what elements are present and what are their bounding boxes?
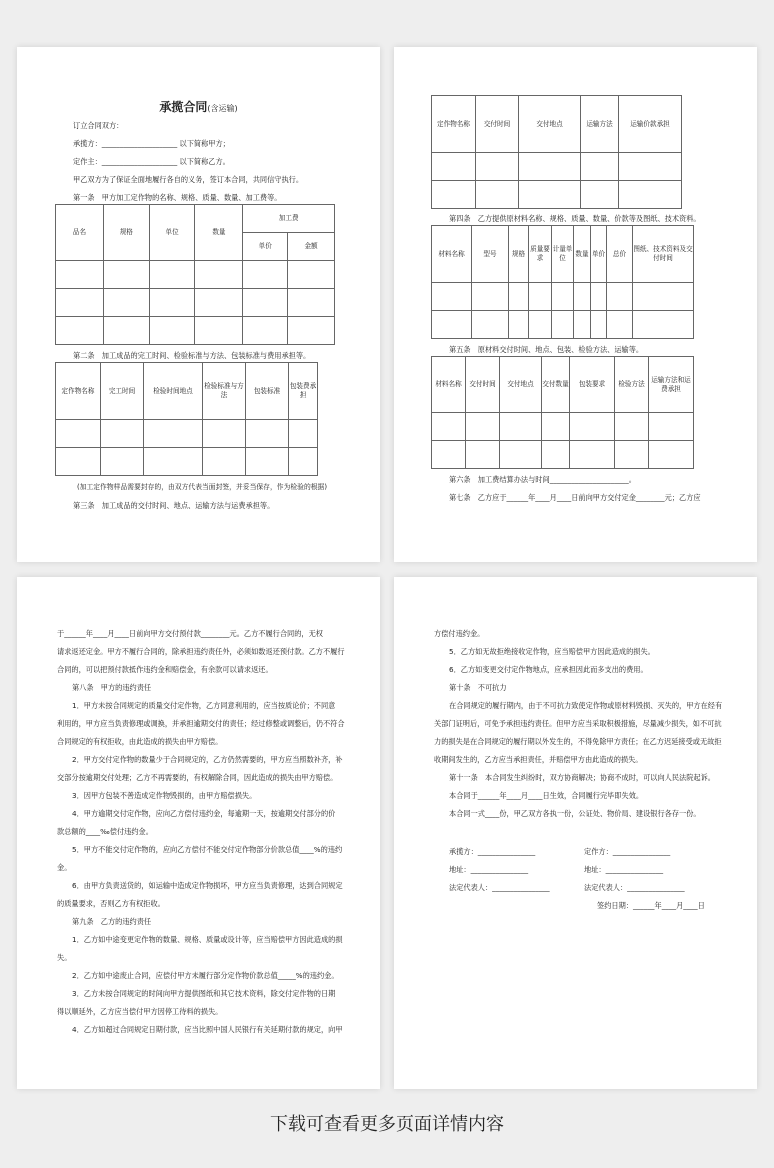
table-header: 交付地点 — [500, 357, 542, 413]
table-header: 定作物名称 — [432, 96, 476, 153]
table-header: 包装标准 — [246, 363, 289, 420]
table-header: 定作物名称 — [56, 363, 101, 420]
table-header: 规格 — [103, 205, 149, 261]
table-header: 材料名称 — [432, 357, 466, 413]
text-line: 失。 — [57, 953, 72, 962]
completion-inspection-table — [55, 362, 318, 476]
material-delivery-table — [431, 356, 694, 469]
text-line: 在合同规定的履行期内，由于不可抗力致使定作物或原材料毁损、灭失的，甲方在经有 — [449, 701, 723, 710]
table-header: 计量单位 — [552, 226, 574, 283]
contract-page-1 — [17, 47, 380, 562]
raw-material-table — [431, 225, 694, 339]
text-line: 本合同于______年____月____日生效，合同履行完毕即失效。 — [449, 791, 644, 800]
text-line: 3．因甲方包装不善造成定作物毁损的，由甲方赔偿损失。 — [72, 791, 257, 800]
text-line: 请求返还定金。甲方不履行合同的，除承担违约责任外，必须如数返还预付款。乙方不履行 — [57, 647, 345, 656]
text-line: 本合同一式____份，甲乙双方各执一份，公证处、物价局、建设银行各存一份。 — [449, 809, 701, 818]
text-line: 2．乙方如中途废止合同，应偿付甲方未履行部分定作物价款总值_____%的违约金。 — [72, 971, 339, 980]
table-header: 单位 — [149, 205, 195, 261]
clause-2: 第二条 加工成品的完工时间、检验标准与方法、包装标准与费用承担等。 — [73, 351, 311, 360]
text-line: 关部门证明后，可免予承担违约责任。但甲方应当采取积极措施，尽量减少损失，如不可抗 — [434, 719, 722, 728]
table-header: 检验方法 — [615, 357, 649, 413]
table-header: 交付地点 — [519, 96, 581, 153]
text-line: 交部分按逾期交付处理；乙方不再需要的，有权解除合同，因此造成的损失由甲方赔偿。 — [57, 773, 338, 782]
note-text: (加工定作物样品需要封存的，由双方代表当面封签，并妥当保存，作为检验的根据) — [77, 483, 327, 491]
text-line: 6．乙方如变更交付定作物地点，应承担因此而多支出的费用。 — [449, 665, 648, 674]
clause-1: 第一条 甲方加工定作物的名称、规格、质量、数量、加工费等。 — [73, 193, 282, 202]
text-line: 承揽方：_____________________ 以下简称甲方； — [73, 139, 230, 148]
table-header: 数量 — [574, 226, 591, 283]
section-heading: 第九条 乙方的违约责任 — [72, 917, 152, 926]
clause-5: 第五条 原材料交付时间、地点、包装、检验方法、运输等。 — [449, 345, 644, 354]
clause-3: 第三条 加工成品的交付时间、地点、运输方法与运费承担等。 — [73, 501, 275, 510]
text-line: 1．甲方未按合同规定的质量交付定作物，乙方同意利用的，应当按质论价；不同意 — [72, 701, 336, 710]
clause-6: 第六条 加工费结算办法与时间______________________。 — [449, 475, 636, 484]
table-header: 运输价款承担 — [619, 96, 682, 153]
text-line: 利用的，甲方应当负责修理或调换，并承担逾期交付的责任；经过修整或调整后，仍不符合 — [57, 719, 345, 728]
text-line: 第十一条 本合同发生纠纷时，双方协商解决；协商不成时，可以向人民法院起诉。 — [449, 773, 715, 782]
text-line: 订立合同双方： — [73, 121, 124, 130]
text-line: 5．乙方如无故拒绝接收定作物，应当赔偿甲方因此造成的损失。 — [449, 647, 655, 656]
text-line: 4．乙方如超过合同规定日期付款，应当比照中国人民银行有关延期付款的规定，向甲 — [72, 1025, 343, 1034]
clause-7: 第七条 乙方应于______年____月____日前向甲方交付定金________元；乙方应 — [449, 493, 701, 502]
footer-caption: 下载可查看更多页面详情内容 — [270, 1114, 504, 1135]
text-line: 2．甲方交付定作物的数量少于合同规定的，乙方仍然需要的，甲方应当照数补齐，补 — [72, 755, 343, 764]
table-header: 加工费 — [243, 205, 335, 233]
table-header: 交付时间 — [476, 96, 519, 153]
table-header: 总价 — [607, 226, 633, 283]
section-heading: 第十条 不可抗力 — [449, 683, 507, 692]
table-header: 质量要求 — [529, 226, 552, 283]
signature-field: 法定代表人：________________ — [449, 883, 550, 892]
text-line: 于______年____月____日前向甲方交付预付款________元。乙方不履行合同的，无权 — [57, 629, 323, 638]
delivery-transport-table — [431, 95, 682, 209]
table-header: 规格 — [509, 226, 529, 283]
table-header: 图纸、技术资料及交付时间 — [633, 226, 694, 283]
contract-page-4 — [394, 577, 757, 1089]
contract-page-2 — [394, 47, 757, 562]
signing-date: 签约日期：______年____月____日 — [597, 901, 705, 910]
table-header: 金额 — [288, 233, 335, 261]
signature-field: 法定代表人：________________ — [584, 883, 685, 892]
text-line: 4．甲方逾期交付定作物，应向乙方偿付违约金，每逾期一天，按逾期交付部分的价 — [72, 809, 336, 818]
processing-fee-table — [55, 204, 335, 345]
text-line: 方偿付违约金。 — [434, 629, 485, 638]
text-line: 定作主：_____________________ 以下简称乙方。 — [73, 157, 230, 166]
section-heading: 第八条 甲方的违约责任 — [72, 683, 152, 692]
table-header: 数量 — [195, 205, 243, 261]
contract-page-3 — [17, 577, 380, 1089]
table-header: 包装费承担 — [289, 363, 318, 420]
signature-field: 承揽方：________________ — [449, 847, 536, 856]
text-line: 6．由甲方负责送货的，如运输中造成定作物损坏，甲方应当负责修理，达到合同规定 — [72, 881, 343, 890]
table-header: 运输方法和运费承担 — [649, 357, 694, 413]
table-header: 交付时间 — [466, 357, 500, 413]
table-header: 交付数量 — [542, 357, 570, 413]
text-line: 3．乙方未按合同规定的时间向甲方提供图纸和其它技术资料，除交付定作物的日期 — [72, 989, 336, 998]
text-line: 5．甲方不能交付定作物的，应向乙方偿付不能交付定作物部分价款总值____%的违约 — [72, 845, 343, 854]
text-line: 合同的，可以把预付款抵作违约金和赔偿金，有余款可以请求返还。 — [57, 665, 273, 674]
text-line: 力的损失是在合同规定的履行期以外发生的，不得免除甲方责任；在乙方迟延接受或无故拒 — [434, 737, 722, 746]
text-line: 合同规定的有权拒收，由此造成的损失由甲方赔偿。 — [57, 737, 223, 746]
table-header: 包装要求 — [570, 357, 615, 413]
table-header: 检验时间地点 — [144, 363, 203, 420]
signature-field: 地址：________________ — [449, 865, 529, 874]
text-line: 收期间发生的，乙方应当承担责任，并赔偿甲方由此造成的损失。 — [434, 755, 643, 764]
page-title: 承揽合同(含运输) — [159, 100, 238, 114]
clause-4: 第四条 乙方提供原材料名称、规格、质量、数量、价款等及图纸、技术资料。 — [449, 214, 701, 223]
text-line: 金。 — [57, 863, 72, 872]
table-header: 型号 — [472, 226, 509, 283]
table-header: 品名 — [56, 205, 104, 261]
text-line: 款总额的____‰偿付违约金。 — [57, 827, 153, 836]
text-line: 的质量要求，否则乙方有权拒收。 — [57, 899, 165, 908]
text-line: 得以顺延外，乙方应当偿付甲方因停工待料的损失。 — [57, 1007, 223, 1016]
table-header: 单价 — [243, 233, 288, 261]
table-header: 运输方法 — [581, 96, 619, 153]
signature-field: 定作方：________________ — [584, 847, 671, 856]
table-header: 完工时间 — [101, 363, 144, 420]
table-header: 材料名称 — [432, 226, 472, 283]
table-header: 检验标准与方法 — [203, 363, 246, 420]
signature-field: 地址：________________ — [584, 865, 664, 874]
text-line: 甲乙双方为了保证全面地履行各自的义务，签订本合同，共同信守执行。 — [73, 175, 304, 184]
table-header: 单价 — [591, 226, 607, 283]
text-line: 1．乙方如中途变更定作物的数量、规格、质量或设计等，应当赔偿甲方因此造成的损 — [72, 935, 343, 944]
